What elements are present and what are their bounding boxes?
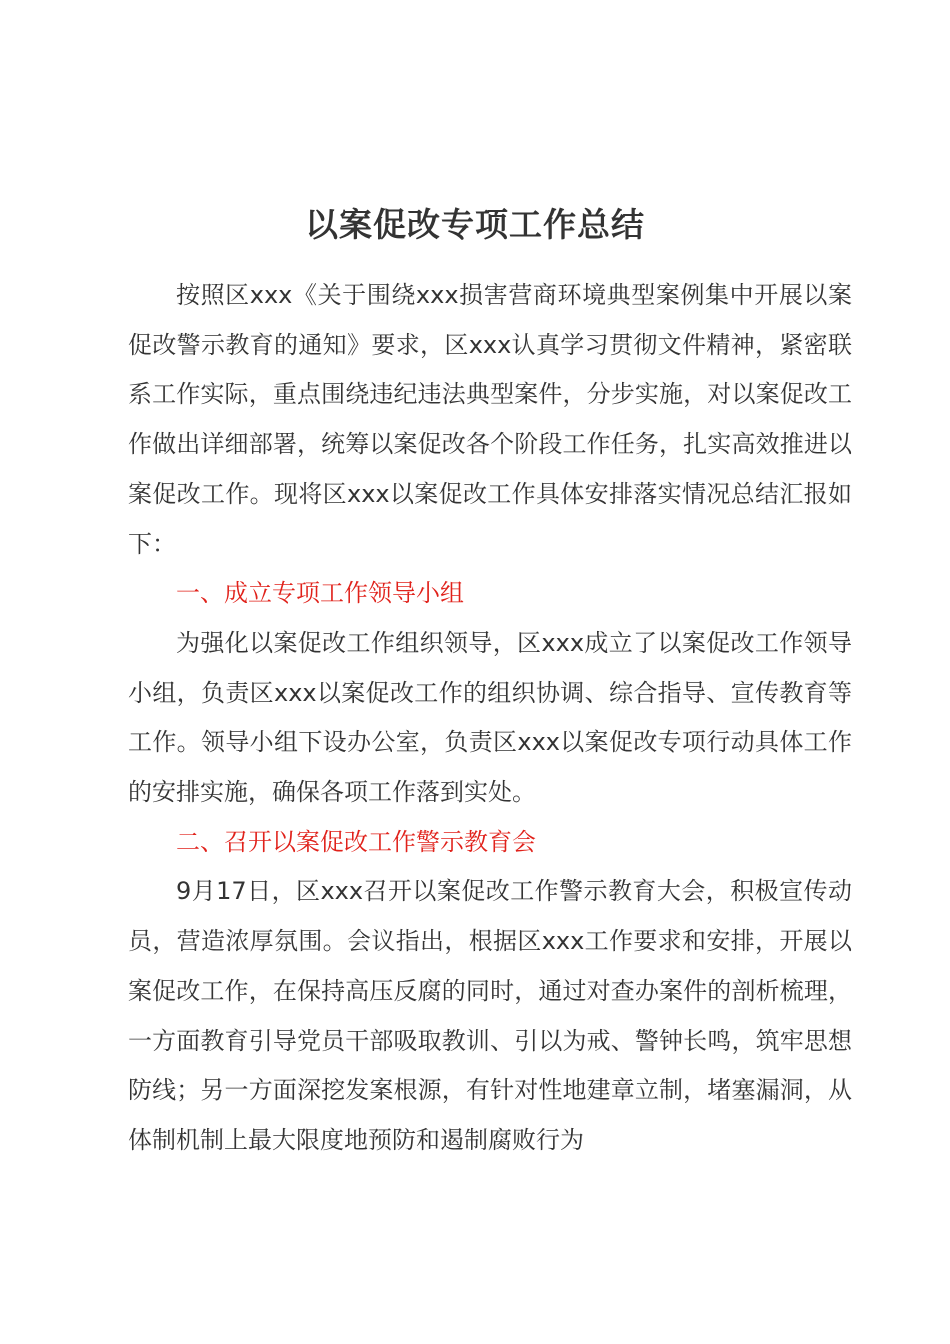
section-2-paragraph: 9月17日，区xxx召开以案促改工作警示教育大会，积极宣传动员，营造浓厚氛围。会议指出，根据区xxx工作要求和安排，开展以案促改工作，在保持高压反腐的同时，通过对查办案件的剖析梳理，一方面教育引导党员干部吸取教训、引以为戒、警钟长鸣，筑牢思想防线；另一方面深挖发案根源，有针对性地建章立制，堵塞漏洞，从体制机制上最大限度地预防和遏制腐败行为 xyxy=(128,877,852,1154)
document-title: 以案促改专项工作总结 xyxy=(305,205,645,244)
section-2-heading: 二、召开以案促改工作警示教育会 xyxy=(176,827,536,856)
intro-paragraph: 按照区xxx《关于围绕xxx损害营商环境典型案例集中开展以案促改警示教育的通知》要求，区xxx认真学习贯彻文件精神，紧密联系工作实际，重点围绕违纪违法典型案件，分步实施，对以案促改工作做出详细部署，统筹以案促改各个阶段工作任务，扎实高效推进以案促改工作。现将区xxx以案促改工作具体安排落实情况总结汇报如下： xyxy=(128,281,852,558)
section-1-paragraph: 为强化以案促改工作组织领导，区xxx成立了以案促改工作领导小组，负责区xxx以案促改工作的组织协调、综合指导、宣传教育等工作。领导小组下设办公室，负责区xxx以案促改专项行动具体工作的安排实施，确保各项工作落到实处。 xyxy=(128,628,852,807)
document-body xyxy=(128,271,852,1166)
section-1-heading: 一、成立专项工作领导小组 xyxy=(176,579,464,608)
